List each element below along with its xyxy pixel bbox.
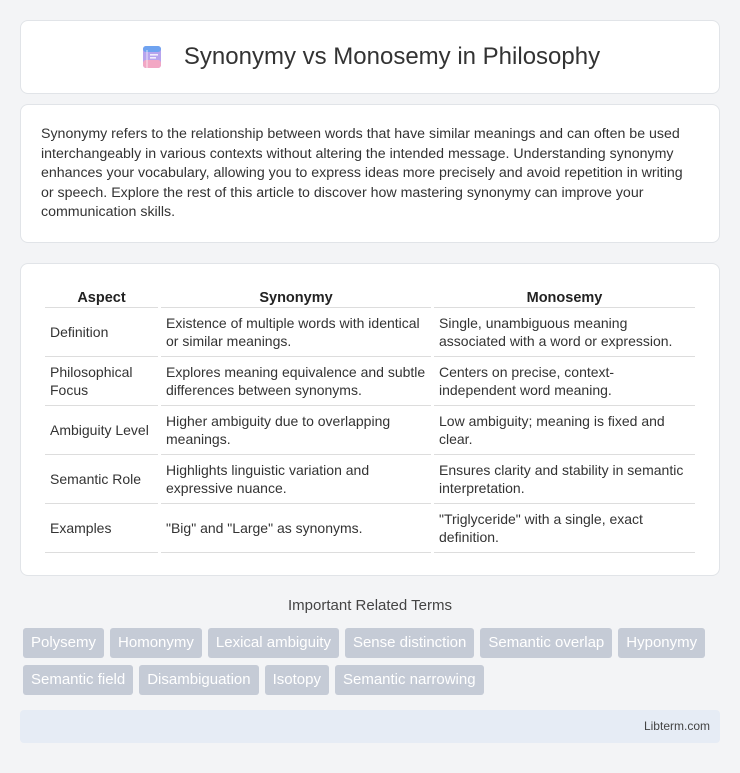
column-header-synonymy: Synonymy [161,284,431,308]
tag-polysemy[interactable]: Polysemy [23,628,104,658]
column-header-aspect: Aspect [45,284,158,308]
tag-semantic-field[interactable]: Semantic field [23,665,133,695]
cell-aspect: Definition [45,308,158,357]
page-title: Synonymy vs Monosemy in Philosophy [183,43,601,70]
cell-aspect: Semantic Role [45,455,158,504]
tag-disambiguation[interactable]: Disambiguation [139,665,258,695]
footer-brand[interactable]: Libterm.com [643,719,710,733]
cell-synonymy: Higher ambiguity due to overlapping meanings. [161,406,431,455]
cell-aspect: Examples [45,504,158,553]
table-row [45,308,695,357]
cell-monosemy: "Triglyceride" with a single, exact definition. [434,504,695,553]
cell-synonymy: Explores meaning equivalence and subtle differences between synonyms. [161,357,431,406]
table-row [45,357,695,406]
related-terms-list [23,628,723,695]
table-row [45,504,695,553]
comparison-table [42,284,698,553]
intro-text: Synonymy refers to the relationship between words that have similar meanings and can often be used interchangeably in various contexts without altering the intended message. Understanding synonymy enhances your vocabulary, allowing you to express ideas more precisely and avoid repetition in writing or speech. Explore the rest of this article to discover how mastering synonymy can improve your communication skills. [41,126,683,221]
cell-synonymy: Highlights linguistic variation and expressive nuance. [161,455,431,504]
cell-monosemy: Single, unambiguous meaning associated with a word or expression. [434,308,695,357]
tag-hyponymy[interactable]: Hyponymy [618,628,705,658]
cell-monosemy: Centers on precise, context-independent word meaning. [434,357,695,406]
cell-aspect: Ambiguity Level [45,406,158,455]
table-row [45,406,695,455]
tag-homonymy[interactable]: Homonymy [110,628,202,658]
cell-synonymy: "Big" and "Large" as synonyms. [161,504,431,553]
intro-card [20,104,720,243]
tag-semantic-overlap[interactable]: Semantic overlap [480,628,612,658]
comparison-card [20,263,720,576]
column-header-monosemy: Monosemy [434,284,695,308]
cell-synonymy: Existence of multiple words with identical or similar meanings. [161,308,431,357]
tag-lexical-ambiguity[interactable]: Lexical ambiguity [208,628,339,658]
table-header-row [45,284,695,308]
cell-aspect: Philosophical Focus [45,357,158,406]
tag-semantic-narrowing[interactable]: Semantic narrowing [335,665,484,695]
table-row [45,455,695,504]
related-terms-title: Important Related Terms [288,597,452,614]
tag-sense-distinction[interactable]: Sense distinction [345,628,474,658]
cell-monosemy: Low ambiguity; meaning is fixed and clear. [434,406,695,455]
footer [20,710,720,743]
book-icon [140,44,164,70]
tag-isotopy[interactable]: Isotopy [265,665,329,695]
header-card [20,20,720,94]
cell-monosemy: Ensures clarity and stability in semantic interpretation. [434,455,695,504]
